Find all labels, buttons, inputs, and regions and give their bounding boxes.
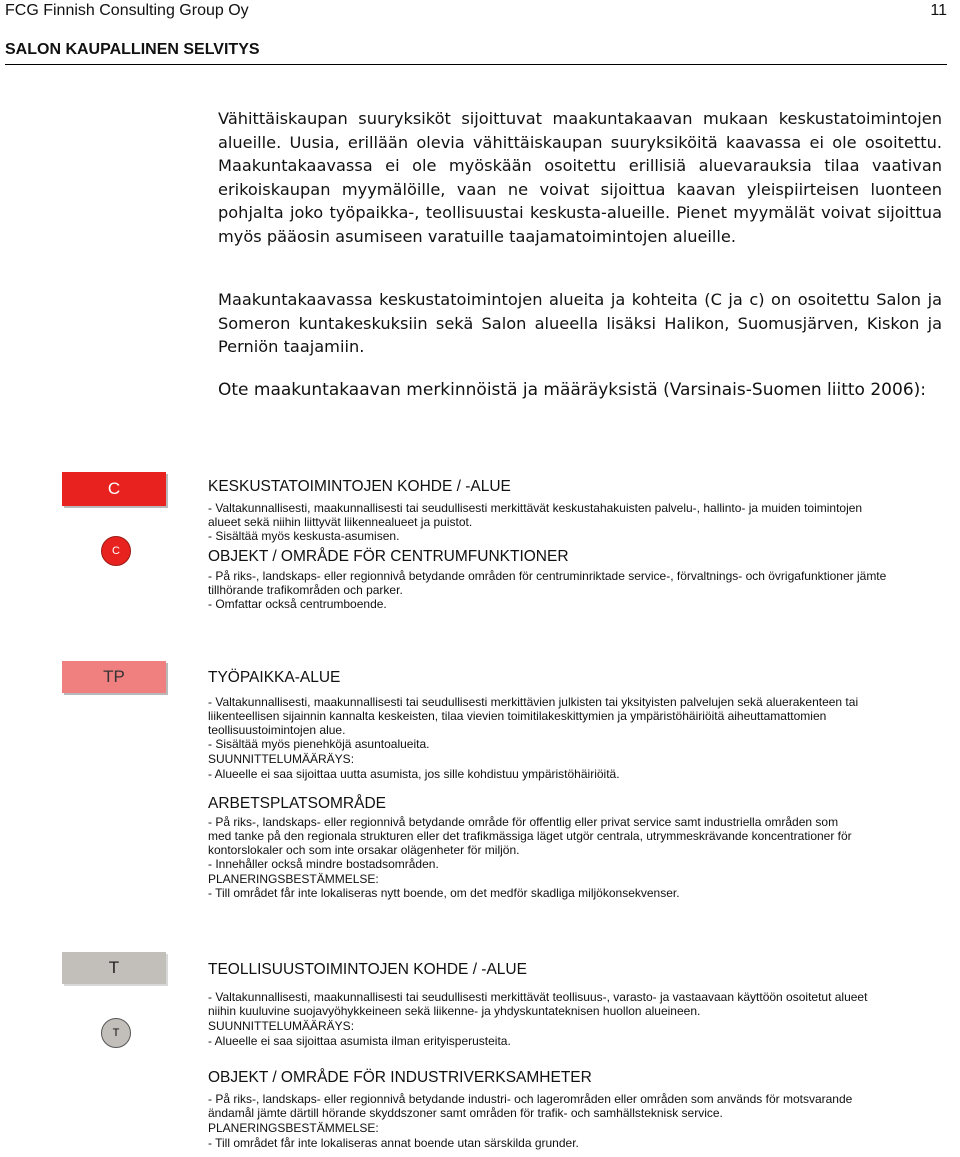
c-text-line: - Omfattar också centrumboende.: [208, 597, 387, 611]
paragraph-3: Ote maakuntakaavan merkinnöistä ja määräyksistä (Varsinais-Suomen liitto 2006):: [218, 380, 926, 400]
t-regulation-fi: SUUNNITTELUMÄÄRÄYS:: [208, 1019, 355, 1033]
tp-area-symbol-label: TP: [103, 667, 125, 686]
t-object-symbol-label: T: [112, 1027, 120, 1039]
report-title: SALON KAUPALLINEN SELVITYS: [5, 41, 260, 58]
t-text-line: - På riks-, landskaps- eller regionnivå betydande industri- och lagerområden eller områden som används för motsvarande: [208, 1092, 853, 1106]
paragraph-1: Vähittäiskaupan suuryksiköt sijoittuvat maakuntakaavan mukaan keskustatoimintojen alueille. Uusia, erillään olevia vähittäiskaupan suuryksiköitä kaavassa ei ole osoitettu. Maakuntakaavassa ei ole myöskään osoitettu erillisiä aluevarauksia tilaa vaativan erikoiskaupan myymälöille, vaan ne voivat sijoittua kaavan yleispiirteisen luonteen pohjalta joko työpaikka-, teollisuustai keskusta-alueille. Pienet myymälät voivat sijoittua myös pääosin asumiseen varatuille taajamatoimintojen alueille.: [218, 109, 942, 246]
tp-text-line: kontorslokaler och som inte orsakar olägenheter för miljön.: [208, 843, 520, 857]
t-text-line: - Valtakunnallisesti, maakunnallisesti tai seudullisesti merkittävät teollisuus-, varasto- ja vastaavaan käyttöön osoitetut alueet: [208, 990, 868, 1004]
c-object-symbol: [101, 536, 131, 566]
c-heading-fi: KESKUSTATOIMINTOJEN KOHDE / -ALUE: [208, 478, 511, 495]
tp-area-symbol: [62, 661, 166, 693]
tp-text-line: - Valtakunnallisesti, maakunnallisesti tai seudullisesti merkittävien julkisten tai yksityisten palvelujen sekä aluerakenteen tai: [208, 695, 859, 709]
c-area-symbol-label: C: [107, 479, 121, 498]
t-heading-sv: OBJEKT / OMRÅDE FÖR INDUSTRIVERKSAMHETER: [208, 1069, 592, 1086]
tp-text-line: - Innehåller också mindre bostadsområden.: [208, 857, 439, 871]
tp-text-line: med tanke på den regionala strukturen eller det trafikmässiga läget utgör centrala, utrymmeskrävande koncentrationer för: [208, 829, 852, 843]
t-text-line: ändamål jämte därtill hörande skyddszoner samt områden för trafik- och samhällsteknisk service.: [208, 1106, 723, 1120]
c-text-line: - Valtakunnallisesti, maakunnallisesti tai seudullisesti merkittävät keskustahakuisten palvelu-, hallinto- ja muiden toimintojen: [208, 501, 863, 515]
paragraph-2: Maakuntakaavassa keskustatoimintojen alueita ja kohteita (C ja c) on osoitettu Salon ja Someron kuntakeskuksiin sekä Salon alueella lisäksi Halikon, Suomusjärven, Kiskon ja Perniön taajamiin.: [218, 290, 942, 356]
tp-regulation-fi: SUUNNITTELUMÄÄRÄYS:: [208, 752, 355, 766]
c-heading-sv: OBJEKT / OMRÅDE FÖR CENTRUMFUNKTIONER: [208, 548, 569, 565]
tp-text-line: teollisuustoimintojen alue.: [208, 723, 346, 737]
company-name: FCG Finnish Consulting Group Oy: [5, 2, 249, 19]
c-text-line: tillhörande trafikområden och parker.: [208, 583, 403, 597]
page-number: 11: [930, 2, 947, 19]
tp-text-line: - På riks-, landskaps- eller regionnivå betydande område för offentlig eller privat service samt industriella områden som: [208, 815, 839, 829]
t-text-line: - Till området får inte lokaliseras annat boende utan särskilda grunder.: [208, 1136, 579, 1150]
c-area-symbol: [62, 472, 166, 506]
t-regulation-sv: PLANERINGSBESTÄMMELSE:: [208, 1121, 379, 1135]
c-text-line: - Sisältää myös keskusta-asumisen.: [208, 529, 400, 543]
tp-text-line: - Alueelle ei saa sijoittaa uutta asumista, jos sille kohdistuu ympäristöhäiriöitä.: [208, 767, 620, 781]
tp-heading-sv: ARBETSPLATSOMRÅDE: [208, 795, 387, 812]
c-object-symbol-label: C: [112, 545, 120, 557]
tp-heading-fi: TYÖPAIKKA-ALUE: [208, 669, 341, 686]
page-header: [5, 0, 947, 65]
tp-text-line: liikenteellisen sijainnin kannalta keskeisten, tilaa vievien toimitilakeskittymien ja ympäristöhäiriöitä aiheuttamattomien: [208, 709, 827, 723]
tp-text-line: - Sisältää myös pienehköjä asuntoalueita.: [208, 737, 430, 751]
tp-regulation-sv: PLANERINGSBESTÄMMELSE:: [208, 872, 379, 886]
t-area-symbol-label: T: [108, 958, 120, 977]
c-text-line: - På riks-, landskaps- eller regionnivå betydande områden för centruminriktade service-, förvaltnings- och övrigafunktioner jämte: [208, 569, 887, 583]
t-heading-fi: TEOLLISUUSTOIMINTOJEN KOHDE / -ALUE: [208, 961, 527, 978]
t-object-symbol: [101, 1018, 131, 1048]
t-text-line: - Alueelle ei saa sijoittaa asumista ilman erityisperusteita.: [208, 1034, 511, 1048]
c-text-line: alueet sekä niihin liittyvät liikennealueet ja puistot.: [208, 515, 473, 529]
t-area-symbol: [62, 952, 166, 984]
tp-text-line: - Till området får inte lokaliseras nytt boende, om det medför skadliga miljökonsekvenser.: [208, 886, 680, 900]
t-text-line: niihin kuuluvine suojavyöhykkeineen sekä liikenne- ja yhdyskuntateknisen huollon alueineen.: [208, 1004, 701, 1018]
